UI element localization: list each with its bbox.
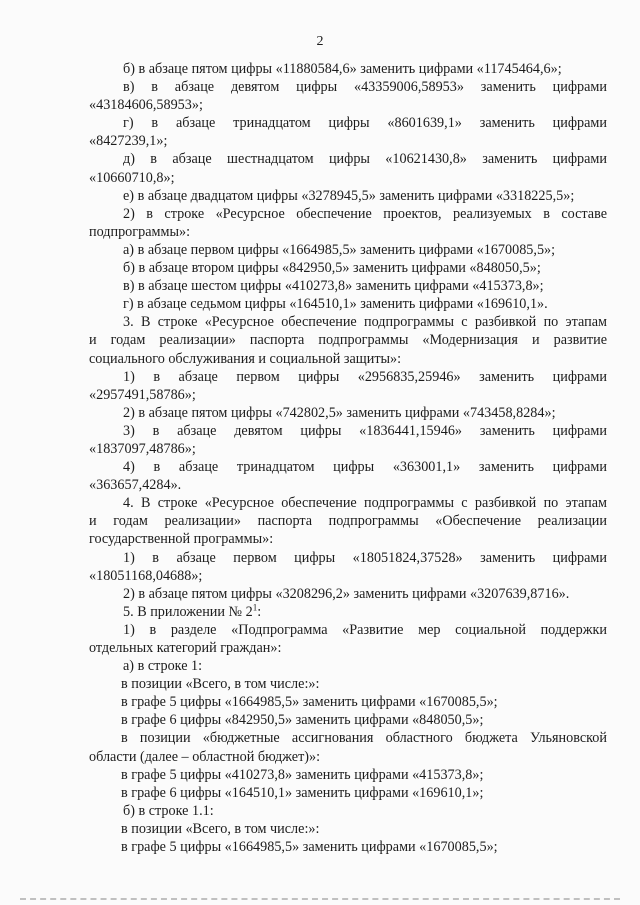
text-line [89,440,607,458]
text-line-content: в графе 5 цифры «410273,8» заменить цифрами «415373,8»; [121,766,484,783]
text-line-content: а) в строке 1: [123,658,203,675]
text-line [89,639,607,657]
text-line-content: 2) в строке «Ресурсное обеспечение проектов, реализуемых в составе [123,205,607,222]
text-line-content: 4) в абзаце тринадцатом цифры «363001,1» заменить цифрами [123,459,607,476]
text-line [89,458,607,476]
text-line-content: «363657,4284». [89,477,182,494]
text-line-content: подпрограммы»: [89,223,191,240]
superscript: 1 [252,602,258,613]
text-line-content: государственной программы»: [89,531,274,548]
document-body [89,60,607,856]
text-line-tail: : [257,603,262,620]
text-line [89,549,607,567]
text-line [89,567,607,585]
text-line-content: «10660710,8»; [89,169,175,186]
page-number: 2 [316,34,324,49]
text-line [89,585,607,603]
text-line [89,350,607,368]
text-line [89,494,607,512]
text-line [89,422,607,440]
text-line [89,748,607,766]
text-line [89,96,607,114]
text-line-content: б) в абзаце пятом цифры «11880584,6» заменить цифрами «11745464,6»; [123,61,562,77]
text-line [89,150,607,168]
text-line [89,766,607,784]
text-line-content: «43184606,58953»; [89,97,203,114]
text-line-content: в позиции «бюджетные ассигнования областного бюджета Ульяновской [121,730,607,747]
text-line-content: 3) в абзаце девятом цифры «1836441,15946» заменить цифрами [123,422,607,439]
text-line-content: г) в абзаце тринадцатом цифры «8601639,1» заменить цифрами [123,115,607,132]
text-line [89,132,607,150]
text-line-content: и годам реализации» паспорта подпрограммы «Обеспечение реализации [89,513,607,530]
text-line [89,820,607,838]
text-line-content: е) в абзаце двадцатом цифры «3278945,5» заменить цифрами «3318225,5»; [123,187,575,204]
text-line-content: области (далее – областной бюджет)»: [89,748,321,765]
text-line [89,784,607,802]
text-line [89,295,607,313]
text-line-content: 2) в абзаце пятом цифры «742802,5» заменить цифрами «743458,8284»; [123,404,556,421]
text-line [89,169,607,187]
text-line [89,675,607,693]
text-line-content: 4. В строке «Ресурсное обеспечение подпрограммы с разбивкой по этапам [123,495,607,512]
text-line-content: г) в абзаце седьмом цифры «164510,1» заменить цифрами «169610,1». [123,296,548,313]
text-line [89,711,607,729]
text-line [89,476,607,494]
text-line [89,603,607,621]
text-line-content: «8427239,1»; [89,133,168,150]
text-line-content: в графе 5 цифры «1664985,5» заменить цифрами «1670085,5»; [121,694,498,711]
text-line [89,368,607,386]
text-line-content: б) в абзаце втором цифры «842950,5» заменить цифрами «848050,5»; [123,260,541,277]
text-line-content: 1) в абзаце первом цифры «18051824,37528» заменить цифрами [123,549,607,566]
text-line-content: в графе 6 цифры «164510,1» заменить цифрами «169610,1»; [121,784,484,801]
text-line-content: д) в абзаце шестнадцатом цифры «10621430,8» заменить цифрами [123,151,607,168]
text-line-content: в) в абзаце шестом цифры «410273,8» заменить цифрами «415373,8»; [123,278,544,295]
text-line [89,313,607,331]
text-line [89,838,607,856]
text-line [89,657,607,675]
text-line-content: 5. В приложении № 2 [123,603,253,620]
text-line [89,729,607,747]
text-line-content: «1837097,48786»; [89,440,196,457]
text-line-content: б) в строке 1.1: [123,802,214,819]
text-line [89,78,607,96]
text-line-content: в) в абзаце девятом цифры «43359006,58953» заменить цифрами [123,79,607,96]
text-line-content: отдельных категорий граждан»: [89,640,282,656]
text-line [89,205,607,223]
text-line [89,530,607,548]
text-line [89,404,607,422]
text-line-content: 1) в абзаце первом цифры «2956835,25946» заменить цифрами [123,368,607,385]
text-line [89,693,607,711]
text-line-content: 3. В строке «Ресурсное обеспечение подпрограммы с разбивкой по этапам [123,314,607,331]
text-line [89,259,607,277]
text-line [89,277,607,295]
scan-edge-artifact [20,898,620,902]
text-line [89,223,607,241]
text-line-content: социального обслуживания и социальной защиты»: [89,350,402,367]
text-line-content: в позиции «Всего, в том числе:»: [121,676,320,693]
text-line-content: 2) в абзаце пятом цифры «3208296,2» заменить цифрами «3207639,8716». [123,585,570,602]
text-line-content: «2957491,58786»; [89,386,196,403]
text-line-content: «18051168,04688»; [89,567,203,584]
text-line-content: в графе 6 цифры «842950,5» заменить цифрами «848050,5»; [121,712,484,729]
text-line [89,331,607,349]
text-line-content: и годам реализации» паспорта подпрограммы «Модернизация и развитие [89,332,607,349]
text-line-content: в позиции «Всего, в том числе:»: [121,820,320,837]
text-line-content: в графе 5 цифры «1664985,5» заменить цифрами «1670085,5»; [121,839,498,856]
text-line [89,114,607,132]
text-line-content: а) в абзаце первом цифры «1664985,5» заменить цифрами «1670085,5»; [123,241,556,258]
text-line [89,802,607,820]
text-line [89,386,607,404]
text-line [89,187,607,205]
text-line [89,621,607,639]
text-line-content: 1) в разделе «Подпрограмма «Развитие мер социальной поддержки [123,621,607,638]
text-line [89,60,607,78]
text-line [89,241,607,259]
text-line [89,512,607,530]
